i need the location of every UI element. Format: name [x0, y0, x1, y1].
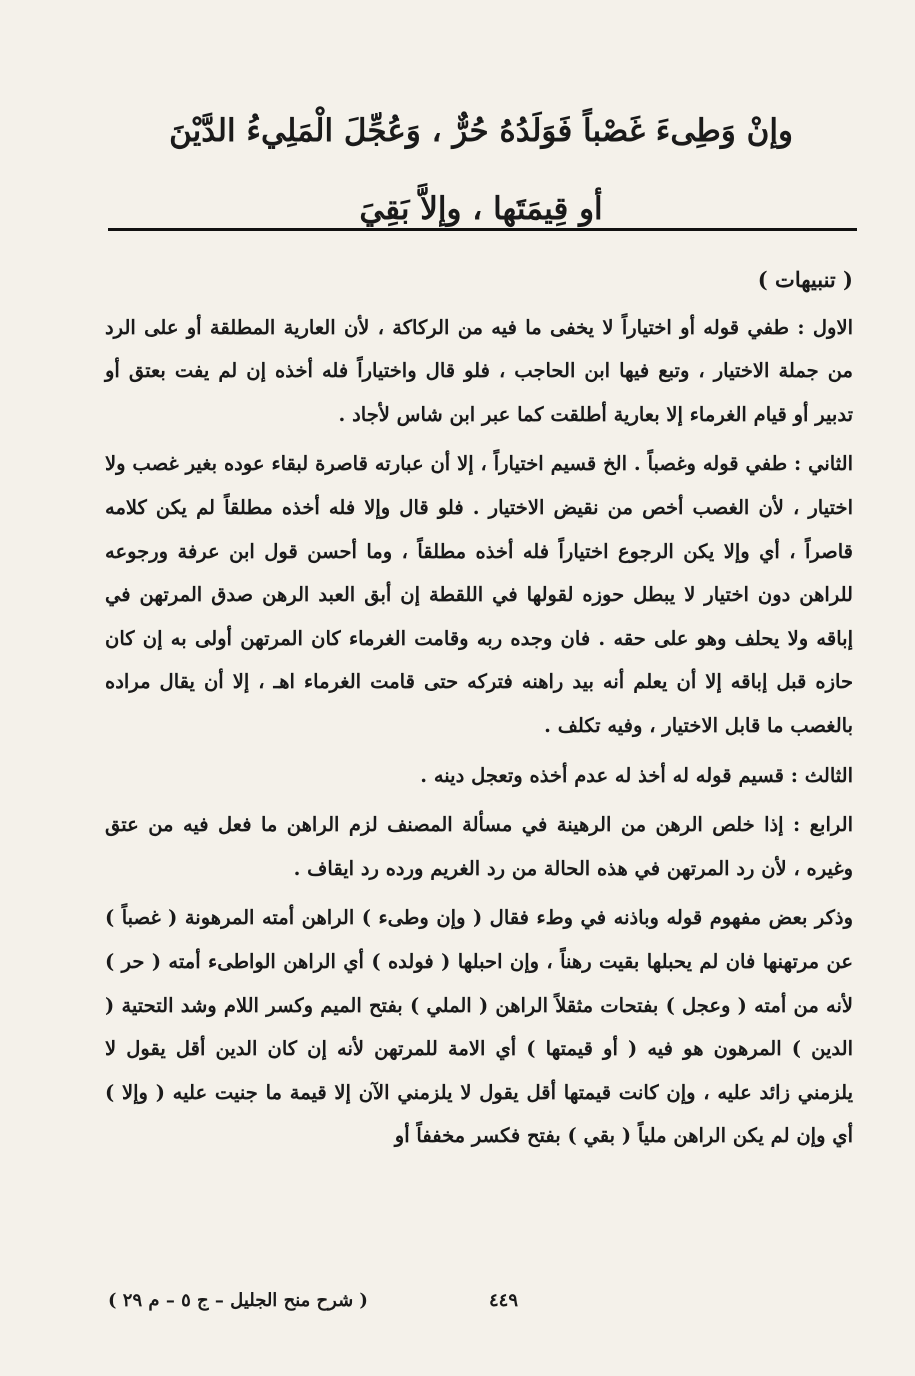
page-footer: [108, 1290, 853, 1320]
verse-block: [105, 92, 857, 248]
paragraph-second-note: الثاني : طفي قوله وغصباً . الخ قسيم اختياراً ، إلا أن عبارته قاصرة لبقاء عوده بغير غصب ولا اختيار ، لأن الغصب أخص من نقيض الاختيار . فلو قال وإلا فله أخذه مطلقاً لم يكن كلامه قاصراً ، أي وإلا يكن الرجوع اختياراً فله أخذه مطلقاً ، وما أحسن قول ابن عرفة ورجوعه للراهن دون اختيار لا يبطل حوزه لقولها في اللقطة إن أبق العبد الرهن صدق المرتهن في إباقه ولا يحلف وهو على حقه . فان وجده ربه وقامت الغرماء كان المرتهن أولى به إن كان حازه قبل إباقه إلا أن يعلم أنه بيد راهنه فتركه حتى قامت الغرماء اهـ ، إلا أن يقال مراده بالغصب ما قابل الاختيار ، وفيه تكلف .: [105, 452, 853, 737]
paragraph-fourth-note: الرابع : إذا خلص الرهن من الرهينة في مسألة المصنف لزم الراهن ما فعل فيه من عتق وغيره ، لأن رد المرتهن في هذه الحالة من رد الغريم ورده رد ايقاف .: [105, 813, 853, 880]
paragraph-first-note: الاول : طفي قوله أو اختياراً لا يخفى ما فيه من الركاكة ، لأن العارية المطلقة أو على الرد من جملة الاختيار ، وتبع فيها ابن الحاجب ، فلو قال واختياراً فله أخذه إن لم يفت بعتق أو تدبير أو قيام الغرماء إلا بعارية أطلقت كما عبر ابن شاس لأجاد .: [105, 315, 853, 426]
page-number: ٤٤٩: [488, 1290, 518, 1311]
paragraph-commentary: وذكر بعض مفهوم قوله وباذنه في وطء فقال ( وإن وطىء ) الراهن أمته المرهونة ( غصباً ) عن مرتهنها فان لم يحبلها بقيت رهناً ، وإن احبلها ( فولده ) أي الراهن الواطىء أمته ( حر ) لأنه من أمته ( وعجل ) بفتحات مثقلاً الراهن ( الملي ) بفتح الميم وكسر اللام وشد التحتية ( الدين ) المرهون هو فيه ( أو قيمتها ) أي الامة للمرتهن لأنه إن كان الدين أقل يقول لا يلزمني زائد عليه ، وإن كانت قيمتها أقل يقول لا يلزمني الآن إلا قيمة ما جنيت عليه ( وإلا ) أي وإن لم يكن الراهن ملياً ( بقي ) بفتح فكسر مخففاً أو: [105, 906, 853, 1148]
verse-line-2: أو قِيمَتَها ، وإلاَّ بَقِيَ: [359, 191, 603, 227]
verse-line-1: وإنْ وَطِىءَ غَصْباً فَوَلَدُهُ حُرٌّ ، وَعُجِّلَ الْمَلِيءُ الدَّيْنَ: [169, 113, 793, 149]
horizontal-divider: [108, 228, 857, 231]
paragraph-third-note: الثالث : قسيم قوله له أخذ له عدم أخذه وتعجل دينه .: [420, 763, 853, 787]
section-heading: ( تنبيهات ): [757, 267, 853, 292]
commentary-body: [105, 258, 853, 1164]
source-reference: ( شرح منح الجليل – ج ٥ – م ٢٩ ): [108, 1290, 368, 1311]
